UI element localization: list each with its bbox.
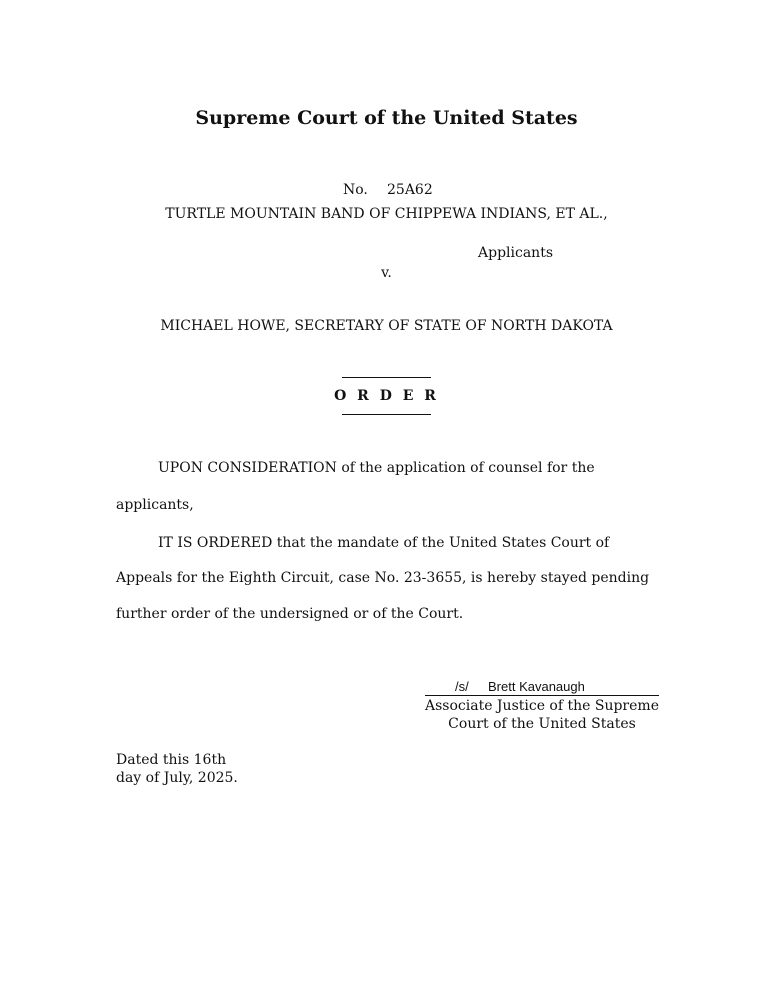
dated-line-1: Dated this 16th xyxy=(116,752,227,768)
applicants-party: TURTLE MOUNTAIN BAND OF CHIPPEWA INDIANS, ET AL., xyxy=(165,206,608,222)
order-rule-top xyxy=(342,377,431,378)
signature-line xyxy=(425,680,659,696)
signature-title-line-1: Associate Justice of the Supreme xyxy=(425,698,659,714)
body-line-4: Appeals for the Eighth Circuit, case No. 23-3655, is hereby stayed pending xyxy=(116,570,650,586)
body-line-1: UPON CONSIDERATION of the application of counsel for the xyxy=(158,460,595,476)
signature-name: Brett Kavanaugh xyxy=(488,679,585,694)
body-line-3: IT IS ORDERED that the mandate of the United States Court of xyxy=(158,535,610,551)
applicants-role: Applicants xyxy=(478,245,554,261)
signature-title-line-2: Court of the United States xyxy=(448,716,636,732)
docket-number: 25A62 xyxy=(387,182,433,198)
signature-mark: /s/ xyxy=(455,679,469,694)
docket-label: No. xyxy=(343,182,368,198)
court-title: Supreme Court of the United States xyxy=(195,107,578,129)
respondent-party: MICHAEL HOWE, SECRETARY OF STATE OF NORTH DAKOTA xyxy=(160,318,613,334)
body-line-5: further order of the undersigned or of the Court. xyxy=(116,606,464,622)
dated-line-2: day of July, 2025. xyxy=(116,770,238,786)
body-line-2: applicants, xyxy=(116,497,194,513)
order-rule-bottom xyxy=(342,414,431,415)
versus: v. xyxy=(381,265,392,281)
order-heading: O R D E R xyxy=(334,388,439,404)
